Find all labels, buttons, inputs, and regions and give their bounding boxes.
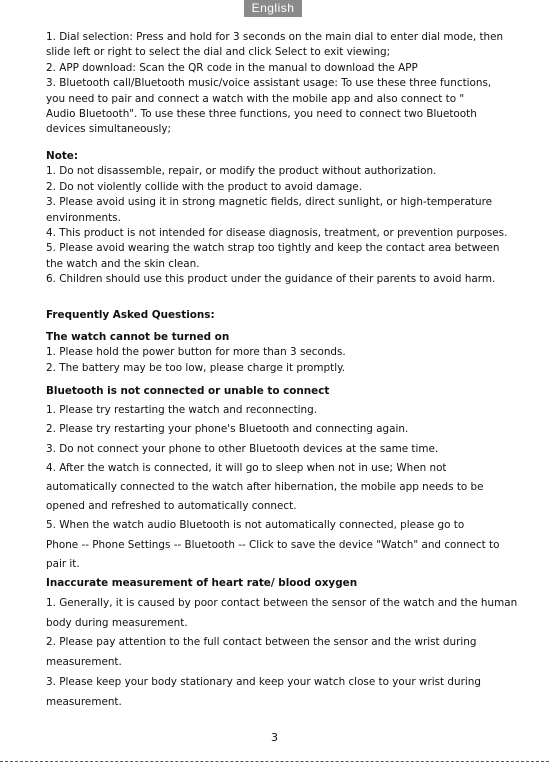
note-line: 5. Please avoid wearing the watch strap too tightly and keep the contact area between — [46, 242, 500, 255]
note-line: 4. This product is not intended for disease diagnosis, treatment, or prevention purposes. — [46, 227, 508, 240]
footer-divider — [0, 761, 549, 762]
faq-item-bluetooth — [46, 382, 508, 574]
intro-section — [46, 30, 508, 138]
faq-line: pair it. — [46, 557, 80, 570]
faq-line: 4. After the watch is connected, it will go to sleep when not in use; When not — [46, 461, 447, 474]
note-line: 3. Please avoid using it in strong magnetic fields, direct sunlight, or high-temperature — [46, 196, 493, 209]
intro-line: 1. Dial selection: Press and hold for 3 seconds on the main dial to enter dial mode, then — [46, 31, 504, 43]
faq-line: 2. Please pay attention to the full contact between the sensor and the wrist during — [46, 636, 477, 649]
note-title: Note: — [46, 150, 79, 162]
page-number: 3 — [271, 731, 278, 744]
note-line: 2. Do not violently collide with the product to avoid damage. — [46, 180, 362, 193]
faq-line: body during measurement. — [46, 616, 188, 629]
intro-line: devices simultaneously; — [46, 123, 172, 136]
faq-line: 2. Please try restarting your phone's Bluetooth and connecting again. — [46, 423, 409, 436]
faq-line: 3. Please keep your body stationary and keep your watch close to your wrist during — [46, 675, 481, 688]
faq-line: opened and refreshed to automatically connect. — [46, 500, 297, 513]
note-section — [46, 149, 508, 288]
faq-line: 1. Please hold the power button for more than 3 seconds. — [46, 346, 346, 359]
intro-line: 2. APP download: Scan the QR code in the manual to download the APP — [46, 61, 418, 74]
intro-line: Audio Bluetooth". To use these three functions, you need to connect two Bluetooth — [46, 108, 477, 121]
faq-heading: Bluetooth is not connected or unable to connect — [46, 385, 330, 397]
note-line: 1. Do not disassemble, repair, or modify the product without authorization. — [46, 165, 437, 178]
faq-section — [46, 308, 508, 323]
note-line: 6. Children should use this product under the guidance of their parents to avoid harm. — [46, 273, 496, 286]
faq-line: 5. When the watch audio Bluetooth is not automatically connected, please go to — [46, 519, 465, 532]
faq-line: 1. Generally, it is caused by poor contact between the sensor of the watch and the human — [46, 596, 518, 609]
intro-line: 3. Bluetooth call/Bluetooth music/voice assistant usage: To use these three functions, — [46, 77, 492, 90]
faq-line: 3. Do not connect your phone to other Bluetooth devices at the same time. — [46, 442, 439, 455]
faq-line: 2. The battery may be too low, please charge it promptly. — [46, 361, 346, 374]
faq-item-power — [46, 330, 508, 376]
faq-heading: The watch cannot be turned on — [46, 331, 230, 343]
faq-heading: Inaccurate measurement of heart rate/ blood oxygen — [46, 577, 358, 589]
note-line: the watch and the skin clean. — [46, 257, 200, 270]
faq-line: measurement. — [46, 656, 122, 669]
note-line: environments. — [46, 211, 121, 224]
faq-line: Phone -- Phone Settings -- Bluetooth -- Click to save the device "Watch" and connect to — [46, 538, 500, 551]
faq-title: Frequently Asked Questions: — [46, 309, 215, 321]
language-tab: English — [244, 0, 302, 17]
faq-line: measurement. — [46, 695, 122, 708]
faq-item-heart-rate — [46, 574, 518, 713]
faq-line: 1. Please try restarting the watch and reconnecting. — [46, 404, 318, 417]
faq-line: automatically connected to the watch after hibernation, the mobile app needs to be — [46, 481, 484, 494]
intro-line: you need to pair and connect a watch with the mobile app and also connect to " — [46, 92, 465, 105]
intro-line: slide left or right to select the dial and click Select to exit viewing; — [46, 46, 391, 59]
